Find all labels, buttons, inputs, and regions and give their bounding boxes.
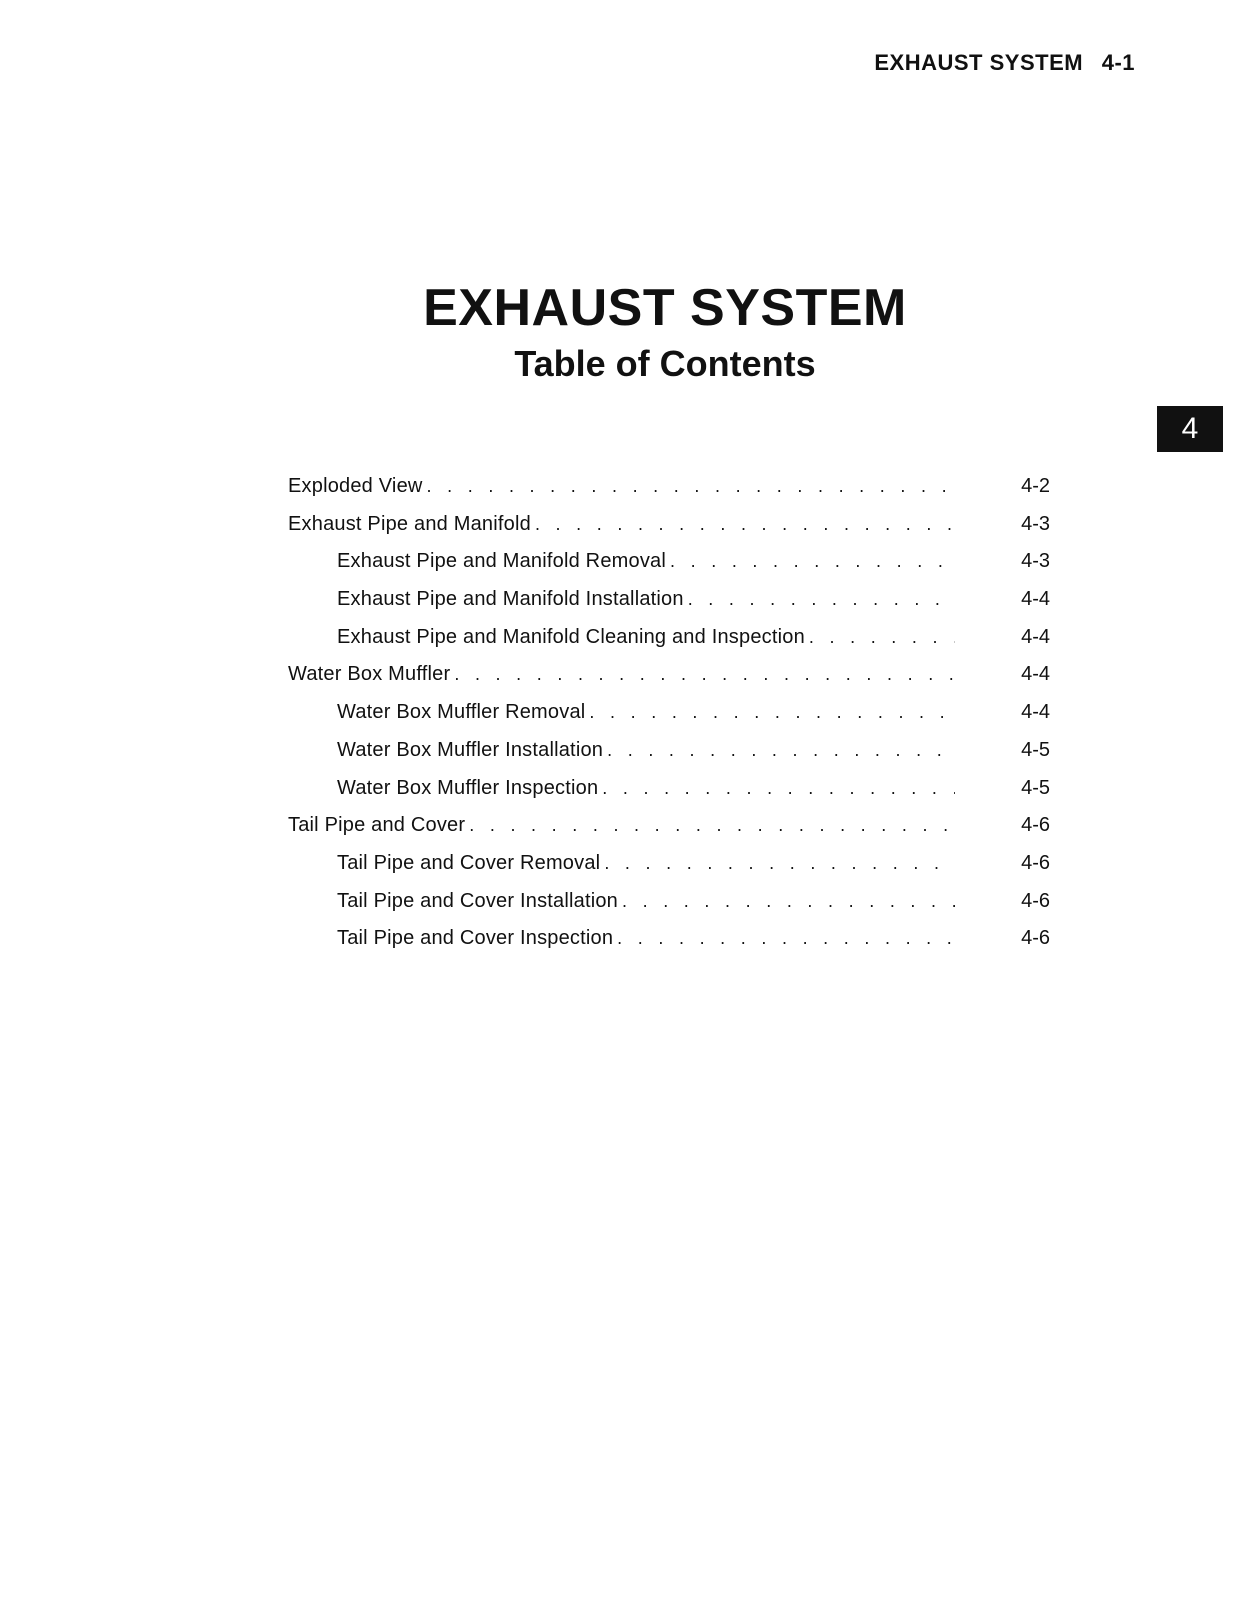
toc-entry-page: 4-5 [1021, 738, 1050, 761]
toc-dot-leader [469, 807, 955, 845]
toc-entry-page: 4-3 [1021, 512, 1050, 535]
toc-dot-leader [809, 619, 955, 657]
toc-entry-page: 4-4 [1021, 625, 1050, 648]
toc-dot-leader [688, 581, 955, 619]
toc-entry-page: 4-4 [1021, 663, 1050, 686]
toc-entry-label: Exhaust Pipe and Manifold Cleaning and Inspection [337, 625, 805, 648]
toc-entry-label: Exploded View [288, 475, 423, 497]
toc-entry-label: Tail Pipe and Cover Installation [337, 889, 618, 912]
toc-entry-page: 4-6 [1021, 927, 1050, 950]
toc-entry-page: 4-2 [1021, 475, 1050, 497]
toc-subentry[interactable] [288, 883, 1050, 921]
toc-entry-page: 4-6 [1021, 889, 1050, 912]
section-tab: 4 [1157, 406, 1223, 452]
toc-dot-leader [670, 543, 955, 581]
toc-subentry[interactable] [288, 732, 1050, 770]
toc-entry-label: Water Box Muffler Removal [337, 701, 586, 724]
toc-dot-leader [602, 770, 955, 808]
toc-entry-label: Water Box Muffler Inspection [337, 776, 599, 799]
toc-entry[interactable] [288, 468, 1050, 506]
toc-dot-leader [604, 845, 955, 883]
toc-entry-page: 4-4 [1021, 588, 1050, 611]
toc-dot-leader [589, 694, 955, 732]
table-of-contents [288, 468, 1050, 958]
toc-entry-page: 4-6 [1021, 851, 1050, 874]
toc-entry-label: Exhaust Pipe and Manifold [288, 512, 531, 535]
toc-dot-leader [427, 468, 955, 506]
toc-subentry[interactable] [288, 694, 1050, 732]
running-header-title: EXHAUST SYSTEM [874, 50, 1084, 75]
page-subtitle: Table of Contents [514, 343, 816, 384]
toc-entry[interactable] [288, 807, 1050, 845]
running-header-page-number: 4-1 [1101, 50, 1135, 75]
toc-entry-label: Tail Pipe and Cover Inspection [337, 927, 614, 950]
toc-entry-label: Tail Pipe and Cover [288, 814, 466, 837]
toc-entry-label: Tail Pipe and Cover Removal [337, 851, 601, 874]
toc-entry-label: Water Box Muffler [288, 663, 451, 686]
running-header [874, 50, 1135, 76]
toc-dot-leader [617, 920, 955, 958]
toc-dot-leader [535, 506, 955, 544]
toc-subentry[interactable] [288, 581, 1050, 619]
page-title: EXHAUST SYSTEM [423, 279, 907, 337]
toc-subentry[interactable] [288, 619, 1050, 657]
toc-entry-label: Water Box Muffler Installation [337, 738, 604, 761]
title-block [0, 280, 1257, 384]
toc-dot-leader [622, 883, 955, 921]
toc-entry[interactable] [288, 656, 1050, 694]
toc-entry[interactable] [288, 506, 1050, 544]
toc-entry-page: 4-6 [1021, 814, 1050, 837]
toc-entry-page: 4-4 [1021, 701, 1050, 724]
toc-entry-label: Exhaust Pipe and Manifold Installation [337, 588, 684, 611]
toc-entry-page: 4-5 [1021, 776, 1050, 799]
toc-entry-label: Exhaust Pipe and Manifold Removal [337, 550, 667, 573]
toc-entry-page: 4-3 [1021, 550, 1050, 573]
toc-subentry[interactable] [288, 920, 1050, 958]
toc-subentry[interactable] [288, 543, 1050, 581]
toc-subentry[interactable] [288, 845, 1050, 883]
toc-dot-leader [607, 732, 955, 770]
toc-dot-leader [454, 656, 955, 694]
toc-subentry[interactable] [288, 770, 1050, 808]
